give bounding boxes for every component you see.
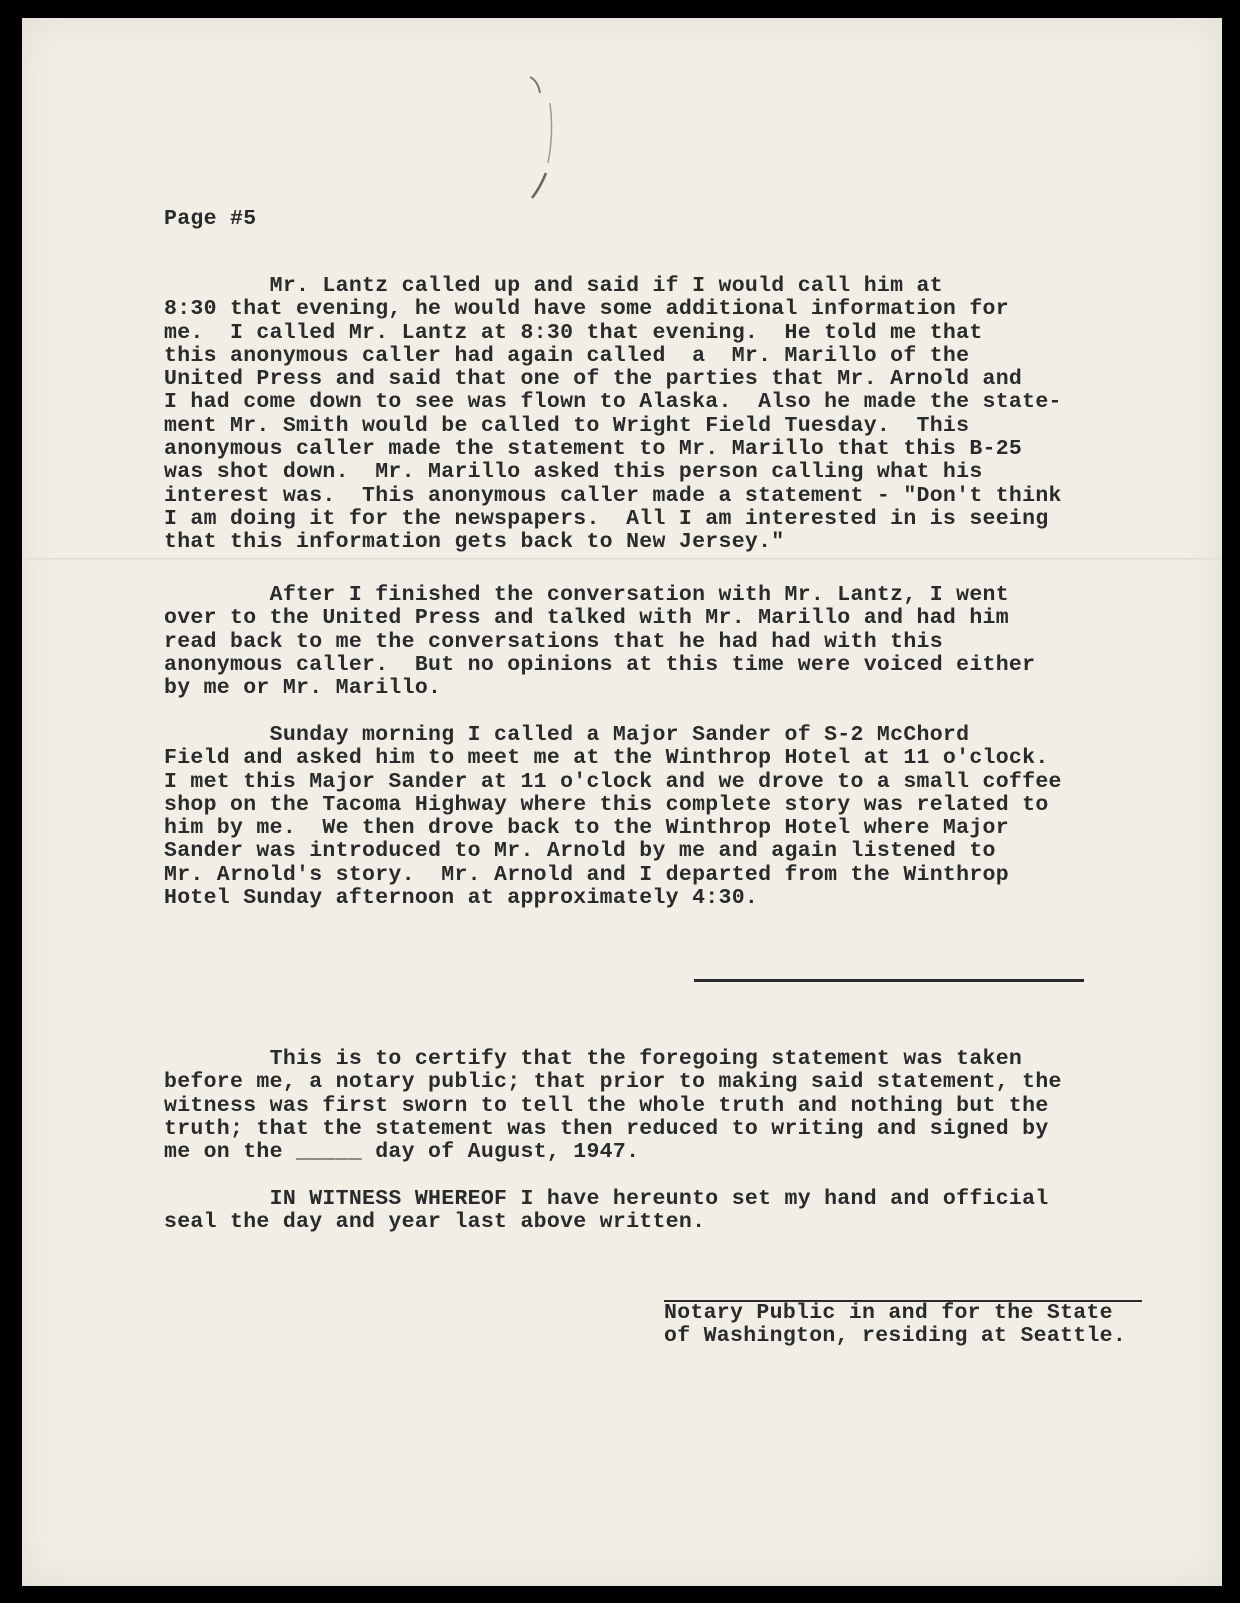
witness-paragraph: IN WITNESS WHEREOF I have hereunto set my hand and official seal the day and year last above written. bbox=[164, 1187, 1049, 1235]
paragraph: Mr. Lantz called up and said if I would call him at 8:30 that evening, he would have some additional information for me. I called Mr. Lantz at 8:30 that evening. He told me that this anonymous caller had again called a Mr. Marillo of the United Press and said that one of the parties that Mr. Arnold and I had come down to see was flown to Alaska. Also he made the state- ment Mr. Smith would be called to Wright Field Tuesday. This anonymous caller made the statement to Mr. Marillo that this B-25 was shot down. Mr. Marillo asked this person calling what his interest was. This anonymous caller made a statement - "Don't think I am doing it for the newspapers. All I am interested in is seeing that this information gets back to New Jersey." bbox=[164, 274, 1062, 555]
page-number: Page #5 bbox=[164, 207, 257, 231]
signature-line bbox=[694, 979, 1084, 982]
paragraph: After I finished the conversation with Mr. Lantz, I went over to the United Press and talked with Mr. Marillo and had him read back to me the conversations that he had had with this anonymous caller. But no opinions at this time were voiced either by me or Mr. Marillo. bbox=[164, 583, 1036, 701]
pencil-mark bbox=[510, 73, 570, 203]
paragraph: Sunday morning I called a Major Sander of S-2 McChord Field and asked him to meet me at the Winthrop Hotel at 11 o'clock. I met this Major Sander at 11 o'clock and we drove to a small coffee shop on the Tacoma Highway where this complete story was related to him by me. We then drove back to the Winthrop Hotel where Major Sander was introduced to Mr. Arnold by me and again listened to Mr. Arnold's story. Mr. Arnold and I departed from the Winthrop Hotel Sunday afternoon at approximately 4:30. bbox=[164, 723, 1062, 911]
certification-paragraph: This is to certify that the foregoing statement was taken before me, a notary public; that prior to making said statement, the witness was first sworn to tell the whole truth and nothing but the truth; that the statement was then reduced to writing and signed by me on the _____ day of August, 1947. bbox=[164, 1047, 1062, 1165]
page-fold bbox=[22, 558, 1222, 561]
notary-block: Notary Public in and for the State of Washington, residing at Seattle. bbox=[664, 1301, 1127, 1349]
document-page bbox=[22, 18, 1222, 1586]
